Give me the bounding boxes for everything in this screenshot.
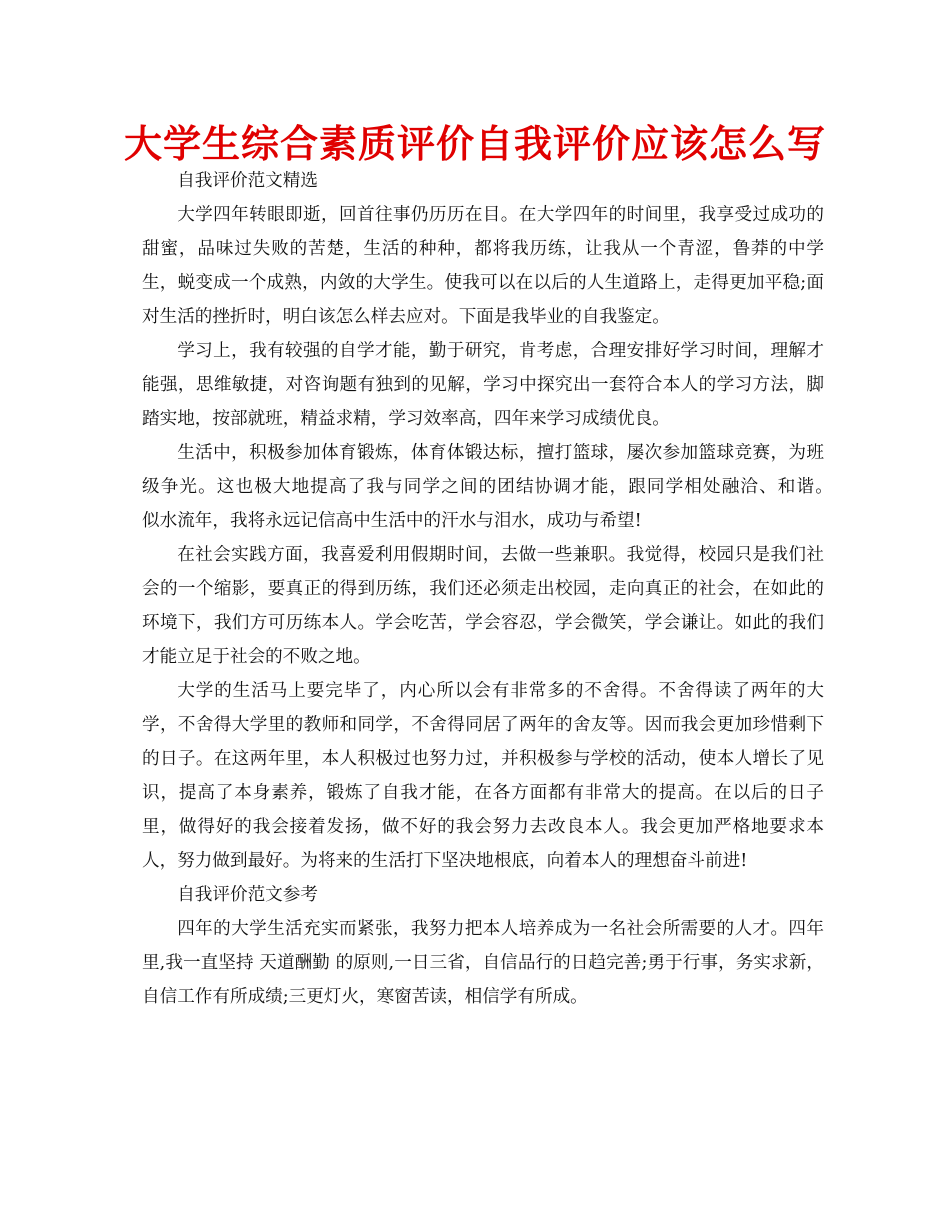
paragraph: 生活中，积极参加体育锻炼，体育体锻达标，擅打篮球，屡次参加篮球竞赛，为班级争光。这也极大地提高了我与同学之间的团结协调才能，跟同学相处融洽、和谐。 似水流年，我将永远记信高中生活中的汗水与泪水，成功与希望!	[142, 443, 860, 531]
paragraph: 四年的大学生活充实而紧张，我努力把本人培养成为一名社会所需要的人才。四年里,我一直坚持 天道酬勤 的原则,一日三省，自信品行的日趋完善;勇于行事，务实求新，自信工作有所成绩;三更灯火，寒窗苦读，相信学有所成。	[142, 919, 824, 1007]
paragraph: 在社会实践方面，我喜爱利用假期时间，去做一些兼职。我觉得，校园只是我们社会的一个缩影，要真正的得到历练，我们还必须走出校园，走向真正的社会，在如此的环境下，我们方可历练本人。学会吃苦，学会容忍，学会微笑，学会谦让。如此的我们才能立足于社会的不败之地。	[142, 545, 824, 667]
document-title: 大学生综合素质评价自我评价应该怎么写	[123, 122, 826, 166]
section-heading: 自我评价范文参考	[177, 885, 318, 905]
section-heading: 自我评价范文精选	[177, 171, 318, 191]
paragraph: 大学的生活马上要完毕了，内心所以会有非常多的不舍得。不舍得读了两年的大学，不舍得大学里的教师和同学，不舍得同居了两年的舍友等。因而我会更加珍惜剩下的日子。在这两年里，本人积极过也努力过，并积极参与学校的活动，使本人增长了见识，提高了本身素养，锻炼了自我才能，在各方面都有非常大的提高。在以后的日子里，做得好的我会接着发扬，做不好的我会努力去改良本人。我会更加严格地要求本人，努力做到最好。为将来的生活打下坚决地根底，向着本人的理想奋斗前进!	[142, 681, 824, 871]
paragraph: 大学四年转眼即逝，回首往事仍历历在目。在大学四年的时间里，我享受过成功的甜蜜，品味过失败的苦楚，生活的种种，都将我历练，让我从一个青涩，鲁莽的中学生，蜕变成一个成熟，内敛的大学生。使我可以在以后的人生道路上，走得更加平稳;面对生活的挫折时，明白该怎么样去应对。下面是我毕业的自我鉴定。	[142, 205, 824, 327]
document-body	[142, 164, 860, 1014]
paragraph: 学习上，我有较强的自学才能，勤于研究，肯考虑，合理安排好学习时间，理解才能强，思维敏捷，对咨询题有独到的见解，学习中探究出一套符合本人的学习方法，脚踏实地，按部就班，精益求精，学习效率高，四年来学习成绩优良。	[142, 341, 824, 429]
